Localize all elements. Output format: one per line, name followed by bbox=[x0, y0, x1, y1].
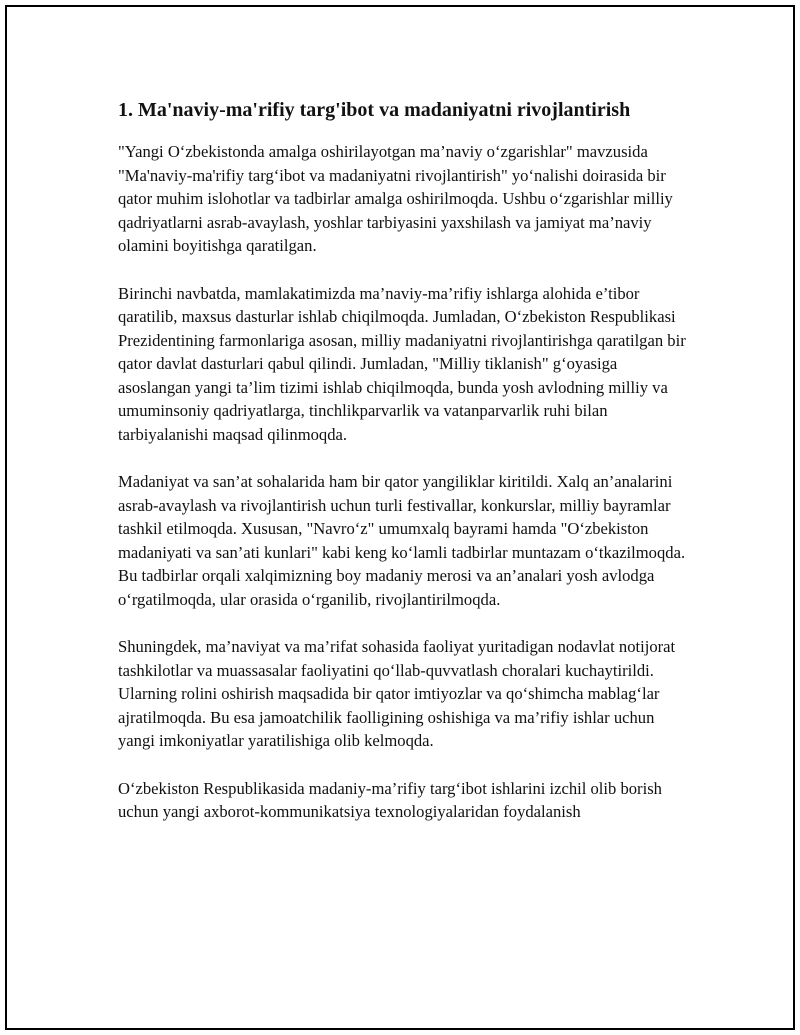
section-heading: 1. Ma'naviy-ma'rifiy targ'ibot va madaniyatni rivojlantirish bbox=[118, 99, 631, 121]
page-frame bbox=[5, 5, 795, 1030]
paragraph-4: Shuningdek, ma’naviyat va ma’rifat sohasida faoliyat yuritadigan nodavlat notijorat tashkilotlar va muassasalar faoliyatini qo‘llab-quvvatlash choralari kuchaytirildi. Ularning rolini oshirish maqsadida bir qator imtiyozlar va qo‘shimcha mablag‘lar ajratilmoqda. Bu esa jamoatchilik faolligining oshishiga va ma’rifiy ishlar uchun yangi imkoniyatlar yaratilishiga olib kelmoqda. bbox=[118, 637, 676, 750]
paragraph-5: O‘zbekiston Respublikasida madaniy-ma’rifiy targ‘ibot ishlarini izchil olib borish uchun yangi axborot-kommunikatsiya texnologiyalaridan foydalanish bbox=[118, 778, 662, 821]
document-body bbox=[118, 97, 718, 848]
paragraph-1: "Yangi O‘zbekistonda amalga oshirilayotgan ma’naviy o‘zgarishlar" mavzusida "Ma'naviy-ma'rifiy targ‘ibot va madaniyatni rivojlantirish" yo‘nalishi doirasida bir qator muhim islohotlar va tadbirlar amalga oshirilmoqda. Ushbu o‘zgarishlar milliy qadriyatlarni asrab-avaylash, yoshlar tarbiyasini yaxshilash va jamiyat ma’naviy olamini boyitishga qaratilgan. bbox=[118, 142, 673, 255]
paragraph-3: Madaniyat va san’at sohalarida ham bir qator yangiliklar kiritildi. Xalq an’analarini asrab-avaylash va rivojlantirish uchun turli festivallar, konkurslar, milliy bayramlar tashkil etilmoqda. Xususan, "Navro‘z" umumxalq bayrami hamda "O‘zbekiston madaniyati va san’ati kunlari" kabi keng ko‘lamli tadbirlar muntazam o‘tkazilmoqda. Bu tadbirlar orqali xalqimizning boy madaniy merosi va an’analari yosh avlodga o‘rgatilmoqda, ular orasida o‘rganilib, rivojlantirilmoqda. bbox=[118, 472, 686, 609]
paragraph-2: Birinchi navbatda, mamlakatimizda ma’naviy-ma’rifiy ishlarga alohida e’tibor qaratilib, maxsus dasturlar ishlab chiqilmoqda. Jumladan, O‘zbekiston Respublikasi Prezidentining farmonlariga asosan, milliy madaniyatni rivojlantirishga qaratilgan bir qator davlat dasturlari qabul qilindi. Jumladan, "Milliy tiklanish" g‘oyasiga asoslangan yangi ta’lim tizimi ishlab chiqilmoqda, bunda yosh avlodning milliy va umuminsoniy qadriyatlarga, tinchlikparvarlik va vatanparvarlik ruhi bilan tarbiyalanishi maqsad qilinmoqda. bbox=[118, 283, 686, 444]
